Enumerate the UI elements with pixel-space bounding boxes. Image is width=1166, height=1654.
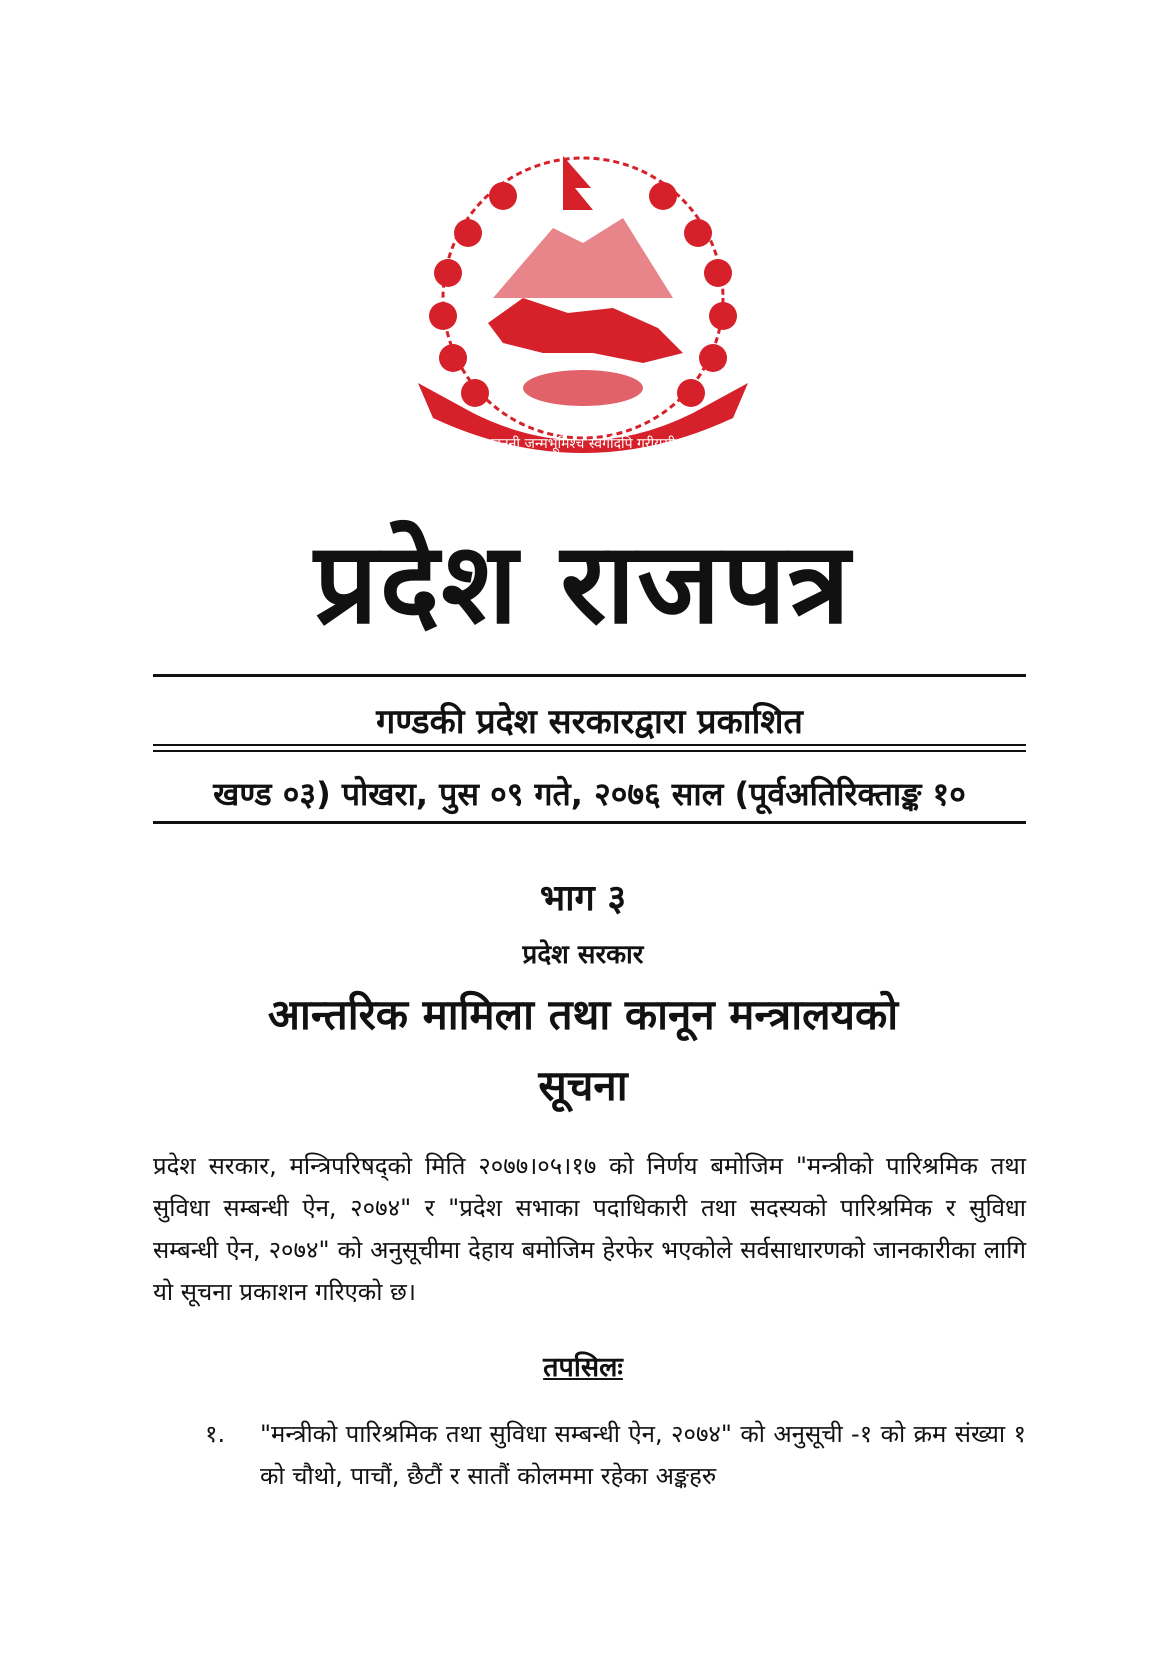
gazette-title: प्रदेश राजपत्र [314, 519, 852, 649]
emblem-motto: जननी जन्मभूमिश्च स्वर्गादपि गरीयसी [490, 436, 676, 452]
notice-paragraph: प्रदेश सरकार, मन्त्रिपरिषद्को मिति २०७७।०५।१७ को निर्णय बमोजिम "मन्त्रीको पारिश्रमिक तथा सुविधा सम्बन्धी ऐन, २०७४" र "प्रदेश सभाका पदाधिकारी तथा सदस्यको पारिश्रमिक र सुविधा सम्बन्धी ऐन, २०७४" को अनुसूचीमा देहाय बमोजिम हेरफेर भएकोले सर्वसाधारणको जानकारीका लागि यो सूचना प्रकाशन गरिएको छ। [153, 1152, 1026, 1306]
government-heading: प्रदेश सरकार [522, 940, 644, 970]
list-item-text: "मन्त्रीको पारिश्रमिक तथा सुविधा सम्बन्धी ऐन, २०७४" को अनुसूची -१ को क्रम संख्या १ को चौथो, पाचौं, छैटौं र सातौं कोलममा रहेका अङ्कहरु [260, 1420, 1026, 1490]
divider [153, 821, 1026, 824]
details-heading-text: तपसिलः [543, 1352, 623, 1383]
publisher-line: गण्डकी प्रदेश सरकारद्वारा प्रकाशित [376, 702, 803, 742]
details-heading [0, 1347, 1166, 1384]
divider [153, 750, 1026, 752]
nepal-emblem-icon [393, 148, 773, 478]
divider [153, 744, 1026, 746]
issue-line: खण्ड ०३) पोखरा, पुस ०९ गते, २०७६ साल (पूर्वअतिरिक्ताङ्क १० [213, 775, 966, 813]
ministry-heading: आन्तरिक मामिला तथा कानून मन्त्रालयको [267, 990, 899, 1039]
notice-heading: सूचना [538, 1061, 628, 1110]
part-heading: भाग ३ [539, 878, 627, 919]
divider [153, 674, 1026, 677]
list-item [205, 1413, 1026, 1497]
list-item-number: १. [205, 1420, 226, 1448]
